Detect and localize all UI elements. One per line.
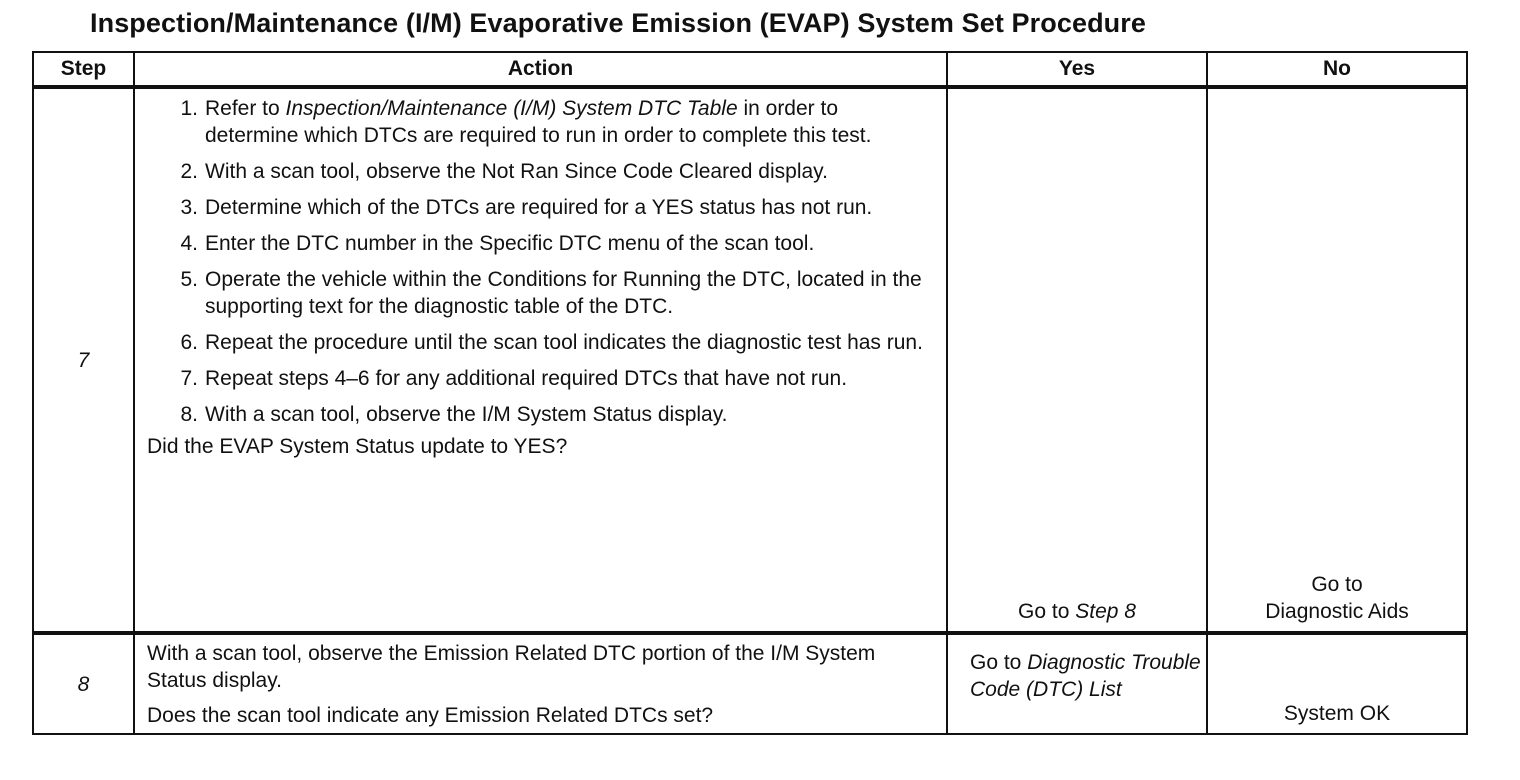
action-question: Does the scan tool indicate any Emission Related DTCs set? <box>147 704 714 727</box>
list-item-text: Repeat the procedure until the scan tool indicates the diagnostic test has run. <box>205 331 923 354</box>
list-item-number: 4. <box>180 232 198 255</box>
action-cell <box>134 87 947 633</box>
no-result-cell <box>1207 633 1467 734</box>
column-header-action: Action <box>134 52 947 87</box>
column-header-yes: Yes <box>947 52 1207 87</box>
yes-result-cell <box>947 87 1207 633</box>
step-number: 7 <box>33 87 134 633</box>
procedure-table <box>32 51 1468 735</box>
system-ok-result: System OK <box>1283 702 1391 725</box>
list-item-number: 3. <box>180 196 198 219</box>
list-item-text: Operate the vehicle within the Conditions for Running the DTC, located in the supporting text for the diagnostic table of the DTC. <box>205 268 922 318</box>
list-item-text: Refer to <box>205 97 286 120</box>
list-item-text: Determine which of the DTCs are required for a YES status has not run. <box>205 196 873 219</box>
list-item-number: 8. <box>180 403 198 426</box>
list-item <box>180 401 928 428</box>
list-item-text: Enter the DTC number in the Specific DTC menu of the scan tool. <box>205 232 815 255</box>
action-list <box>135 89 946 428</box>
action-text <box>135 635 946 729</box>
list-item-number: 7. <box>180 367 198 390</box>
list-item <box>180 158 928 185</box>
go-to-step-8-link[interactable]: Step 8 <box>1075 600 1136 623</box>
column-header-no: No <box>1207 52 1467 87</box>
no-result-cell <box>1207 87 1467 633</box>
list-item-number: 5. <box>180 268 198 291</box>
table-header-row <box>33 52 1467 87</box>
list-item-number: 2. <box>180 160 198 183</box>
list-item-text: in order to determine which DTCs are required to run in order to complete this test. <box>205 97 872 147</box>
column-header-step: Step <box>33 52 134 87</box>
list-item-text: With a scan tool, observe the I/M System Status display. <box>205 403 728 426</box>
dtc-list-link[interactable]: Diagnostic Trouble Code (DTC) List <box>970 651 1201 701</box>
list-item <box>180 95 928 149</box>
yes-result-text <box>948 635 1206 703</box>
yes-result-cell <box>947 633 1207 734</box>
action-instruction: With a scan tool, observe the Emission Related DTC portion of the I/M System Status display. <box>147 642 876 692</box>
list-item <box>180 365 928 392</box>
list-item <box>180 266 928 320</box>
table-row-step-8 <box>33 633 1467 734</box>
list-item <box>180 329 928 356</box>
no-result-prefix: Go to <box>1311 573 1363 596</box>
list-item-number: 1. <box>180 97 198 120</box>
action-question: Did the EVAP System Status update to YES? <box>147 435 568 458</box>
table-row-step-7 <box>33 87 1467 633</box>
action-cell <box>134 633 947 734</box>
step-number: 8 <box>33 633 134 734</box>
list-item <box>180 194 928 221</box>
yes-result-prefix: Go to <box>1018 600 1076 623</box>
list-item-text: With a scan tool, observe the Not Ran Since Code Cleared display. <box>205 160 828 183</box>
yes-result-prefix: Go to <box>970 651 1028 674</box>
page-title: Inspection/Maintenance (I/M) Evaporative Emission (EVAP) System Set Procedure <box>90 8 1146 38</box>
list-item <box>180 230 928 257</box>
reference-link-dtc-table[interactable]: Inspection/Maintenance (I/M) System DTC Table <box>285 97 738 120</box>
list-item-text: Repeat steps 4–6 for any additional required DTCs that have not run. <box>205 367 848 390</box>
list-item-number: 6. <box>180 331 198 354</box>
diagnostic-aids-link[interactable]: Diagnostic Aids <box>1265 600 1409 623</box>
